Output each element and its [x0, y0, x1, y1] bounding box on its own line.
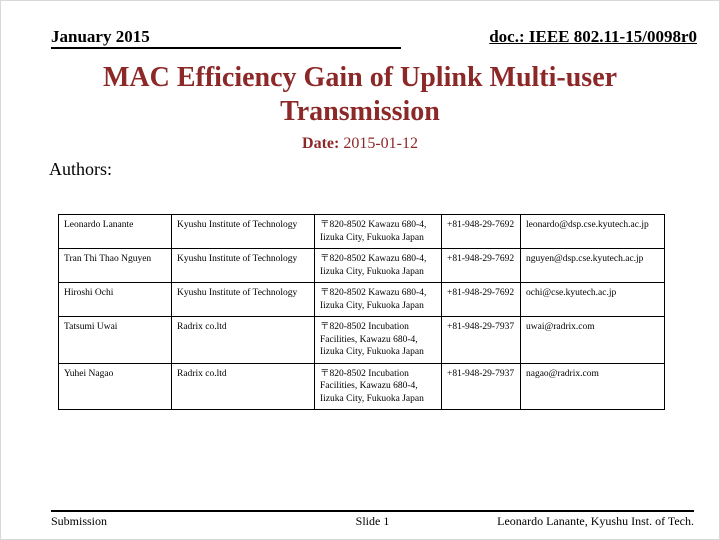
cell-address: 〒820-8502 Kawazu 680-4, Iizuka City, Fukuoka Japan	[315, 215, 442, 249]
table-row	[59, 215, 665, 249]
authors-table	[58, 214, 665, 410]
table-row	[59, 317, 665, 364]
table-row	[59, 249, 665, 283]
date-label: Date:	[302, 135, 340, 152]
header-doc-label: doc.: IEEE 802.11-15/0098r0	[489, 27, 697, 46]
slide-title-wrap	[61, 61, 659, 129]
cell-affiliation: Kyushu Institute of Technology	[172, 283, 315, 317]
cell-affiliation: Radrix co.ltd	[172, 363, 315, 410]
cell-name: Tatsumi Uwai	[59, 317, 172, 364]
date-line	[1, 135, 719, 153]
cell-name: Leonardo Lanante	[59, 215, 172, 249]
footer-author-credit: Leonardo Lanante, Kyushu Inst. of Tech.	[497, 514, 694, 528]
cell-phone: +81-948-29-7937	[442, 317, 521, 364]
header-rule	[51, 47, 401, 49]
cell-address: 〒820-8502 Kawazu 680-4, Iizuka City, Fukuoka Japan	[315, 283, 442, 317]
cell-email: ochi@cse.kyutech.ac.jp	[521, 283, 665, 317]
cell-phone: +81-948-29-7937	[442, 363, 521, 410]
cell-phone: +81-948-29-7692	[442, 249, 521, 283]
cell-name: Yuhei Nagao	[59, 363, 172, 410]
cell-name: Hiroshi Ochi	[59, 283, 172, 317]
cell-address: 〒820-8502 Incubation Facilities, Kawazu 680-4, Iizuka City, Fukuoka Japan	[315, 317, 442, 364]
cell-phone: +81-948-29-7692	[442, 283, 521, 317]
cell-email: nagao@radrix.com	[521, 363, 665, 410]
footer-slide-number: Slide 1	[355, 514, 390, 528]
cell-phone: +81-948-29-7692	[442, 215, 521, 249]
header-date-label: January 2015	[51, 27, 150, 46]
cell-email: uwai@radrix.com	[521, 317, 665, 364]
cell-affiliation: Radrix co.ltd	[172, 317, 315, 364]
table-row	[59, 283, 665, 317]
authors-label: Authors:	[49, 159, 112, 179]
slide-footer	[51, 514, 694, 529]
date-value: 2015-01-12	[343, 135, 418, 152]
cell-affiliation: Kyushu Institute of Technology	[172, 249, 315, 283]
cell-address: 〒820-8502 Incubation Facilities, Kawazu 680-4, Iizuka City, Fukuoka Japan	[315, 363, 442, 410]
footer-submission-label: Submission	[51, 514, 108, 528]
cell-email: leonardo@dsp.cse.kyutech.ac.jp	[521, 215, 665, 249]
table-row	[59, 363, 665, 410]
cell-affiliation: Kyushu Institute of Technology	[172, 215, 315, 249]
cell-name: Tran Thi Thao Nguyen	[59, 249, 172, 283]
footer-rule	[51, 510, 694, 512]
cell-address: 〒820-8502 Kawazu 680-4, Iizuka City, Fukuoka Japan	[315, 249, 442, 283]
slide-title: MAC Efficiency Gain of Uplink Multi-user Transmission	[102, 62, 618, 128]
cell-email: nguyen@dsp.cse.kyutech.ac.jp	[521, 249, 665, 283]
slide-header	[51, 27, 697, 47]
